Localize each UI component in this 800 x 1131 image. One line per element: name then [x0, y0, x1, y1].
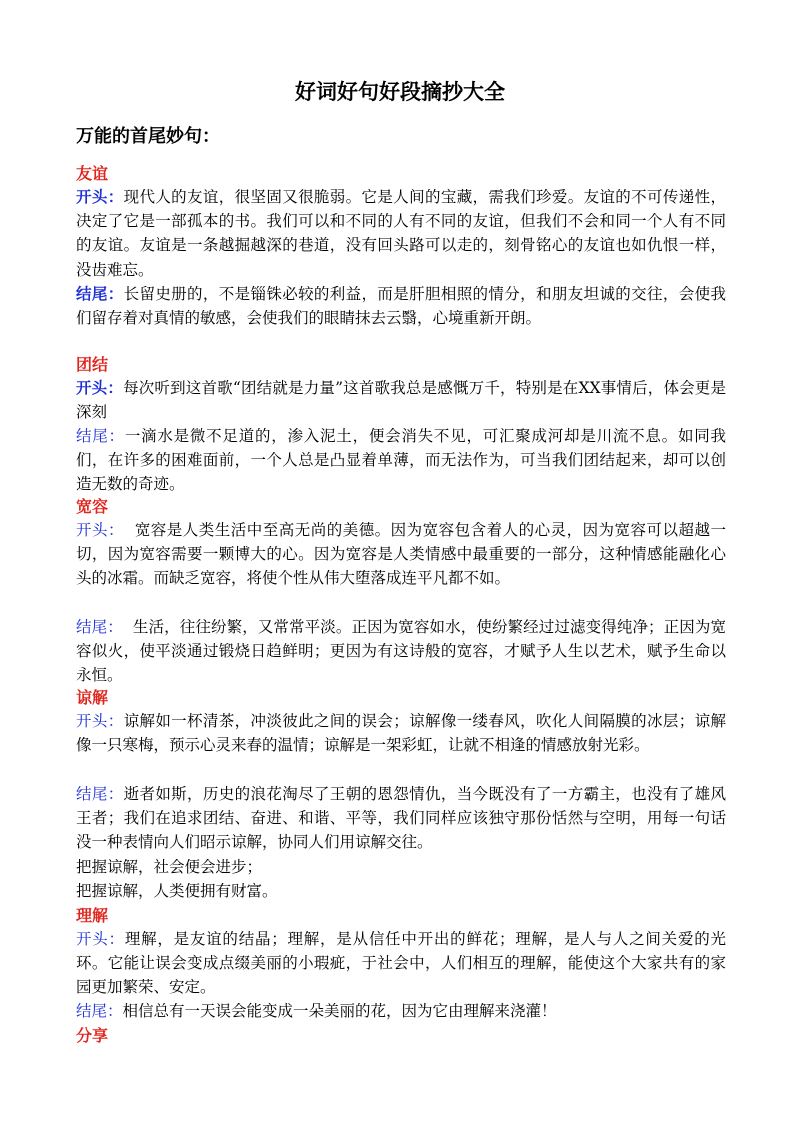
opening-label: 开头：: [76, 188, 124, 206]
opening-text: 理解，是友谊的结晶；理解，是从信任中开出的鲜花；理解，是人与人之间关爱的光环。它能让误会变成点缀美丽的小瑕疵，于社会中，人们相互的理解，能使这个大家共有的家园更加繁荣、安定。: [76, 930, 726, 997]
ending-label: 结尾：: [76, 285, 124, 303]
ending-label: 结尾：: [76, 618, 123, 636]
heading-sharing: 分享: [76, 1026, 109, 1045]
section-subtitle: 万能的首尾妙句：: [76, 126, 220, 147]
unity-opening: [76, 376, 726, 424]
friendship-ending: [76, 282, 726, 330]
heading-friendship: 友谊: [76, 164, 109, 183]
ending-text: 逝者如斯，历史的浪花淘尽了王朝的恩怨情仇，当今既没有了一方霸主，也没有了雄风王者；我们在追求团结、奋进、和谐、平等，我们同样应该独守那份恬然与空明，用每一句话没一种表情向人们昭示谅解，协同人们用谅解交往。: [76, 785, 726, 852]
tolerance-ending: [76, 615, 726, 688]
opening-label: 开头：: [76, 712, 124, 730]
heading-tolerance: 宽容: [76, 497, 109, 516]
heading-unity: 团结: [76, 355, 109, 374]
heading-forgiveness: 谅解: [76, 688, 109, 707]
heading-understanding: 理解: [76, 906, 109, 925]
understanding-opening: [76, 927, 726, 1000]
page-title: 好词好句好段摘抄大全: [295, 80, 505, 104]
opening-label: 开头：: [76, 379, 124, 397]
unity-ending: [76, 424, 726, 497]
opening-label: 开头：: [76, 521, 124, 539]
ending-text: 相信总有一天误会能变成一朵美丽的花，因为它由理解来浇灌！: [122, 1002, 557, 1020]
ending-text: 一滴水是微不足道的，渗入泥土，便会消失不见，可汇聚成河却是川流不息。如同我们，在许多的困难面前，一个人总是凸显着单薄，而无法作为，可当我们团结起来，却可以创造无数的奇迹。: [76, 427, 726, 494]
ending-label: 结尾：: [76, 427, 125, 445]
forgiveness-extra-line-2: 把握谅解，人类便拥有财富。: [76, 882, 278, 900]
forgiveness-opening: [76, 709, 726, 757]
ending-label: 结尾：: [76, 785, 124, 803]
opening-text: 每次听到这首歌“团结就是力量”这首歌我总是感慨万千，特别是在XX事情后，体会更是深刻: [76, 379, 726, 422]
tolerance-opening: [76, 518, 726, 591]
ending-text: 长留史册的，不是锱铢必较的利益，而是肝胆相照的情分，和朋友坦诚的交往，会使我们留存着对真情的敏感，会使我们的眼睛抹去云翳，心境重新开朗。: [76, 285, 726, 328]
ending-label: 结尾：: [76, 1002, 123, 1020]
friendship-opening: [76, 185, 726, 282]
forgiveness-ending: [76, 782, 726, 855]
forgiveness-extra-line-1: 把握谅解，社会便会进步；: [76, 858, 263, 876]
opening-text: 宽容是人类生活中至高无尚的美德。因为宽容包含着人的心灵，因为宽容可以超越一切，因为宽容需要一颗博大的心。因为宽容是人类情感中最重要的一部分，这种情感能融化心头的冰霜。而缺乏宽容，将使个性从伟大堕落成连平凡都不如。: [76, 521, 726, 588]
understanding-ending: [76, 999, 726, 1023]
opening-text: 谅解如一杯清茶，冲淡彼此之间的误会；谅解像一缕春风，吹化人间隔膜的冰层；谅解像一只寒梅，预示心灵来春的温情；谅解是一架彩虹，让就不相逢的情感放射光彩。: [76, 712, 726, 755]
ending-text: 生活，往往纷繁，又常常平淡。正因为宽容如水，使纷繁经过过滤变得纯净；正因为宽容似火，使平淡通过锻烧日趋鲜明；更因为有这诗般的宽容，才赋予人生以艺术，赋予生命以永恒。: [76, 618, 726, 685]
opening-text: 现代人的友谊，很坚固又很脆弱。它是人间的宝藏，需我们珍爱。友谊的不可传递性，决定了它是一部孤本的书。我们可以和不同的人有不同的友谊，但我们不会和同一个人有不同的友谊。友谊是一条越掘越深的巷道，没有回头路可以走的，刻骨铭心的友谊也如仇恨一样，没齿难忘。: [76, 188, 726, 279]
opening-label: 开头：: [76, 930, 125, 948]
